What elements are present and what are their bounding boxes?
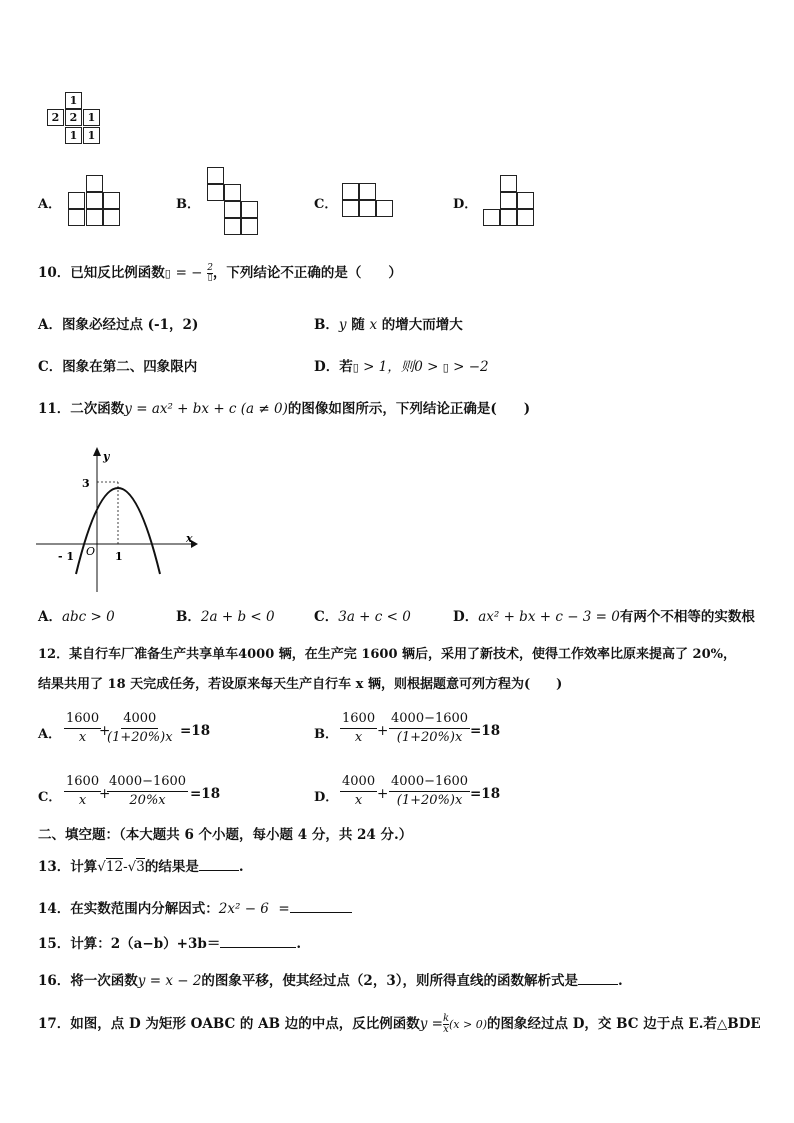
section-heading-fill-blank: 二、填空题：（本大题共 6 个小题，每小题 4 分，共 24 分.）: [38, 827, 413, 843]
q12-a-frac1: $\frac{1600}{x}$: [66, 711, 100, 745]
grid-cell: 2: [65, 109, 82, 126]
q10-option-a: A．图象必经过点 (-1，2): [38, 317, 199, 333]
q9-option-a-label: A．: [38, 197, 62, 212]
grid-cell: 1: [65, 92, 82, 109]
q12-c-frac1: $\frac{1600}{x}$: [66, 774, 100, 808]
y-axis-label: y: [103, 450, 110, 463]
q12-c-frac2: $\frac{4000-1600}{20\%x}$: [109, 774, 187, 808]
plus-sign: +: [99, 723, 111, 739]
plus-sign: +: [99, 786, 111, 802]
x-axis-label: x: [186, 532, 193, 545]
q17: 17．如图，点 D 为矩形 OABC 的 AB 边的中点，反比例函数y = $\frac{k}{x}$ (x > 0)的图象经过点 D，交 BC 边于点 E.若△BDE: [38, 1013, 761, 1035]
q12-a-equals: =18: [180, 723, 211, 739]
q13-answer-blank[interactable]: [199, 858, 239, 871]
q12-b-frac1: $\frac{1600}{x}$: [342, 711, 376, 745]
q12-option-b-label: B．: [314, 727, 338, 742]
x1-label: 1: [115, 550, 123, 563]
q10-stem: 10．已知反比例函数▯ = − 2 ▯ ，下列结论不正确的是（ ）: [38, 263, 402, 283]
origin-label: O: [86, 545, 96, 558]
q11-option-c: C．3a + c < 0: [314, 609, 411, 625]
q11-option-a: A．abc > 0: [38, 609, 115, 625]
q9-option-c-label: C．: [314, 197, 338, 212]
q12-stem-line2: 结果共用了 18 天完成任务，若设原来每天生产自行车 x 辆，则根据题意可列方程为( ): [38, 677, 563, 692]
plus-sign: +: [377, 786, 389, 802]
q12-option-c-label: C．: [38, 790, 62, 805]
grid-cell: 2: [47, 109, 64, 126]
q12-b-equals: =18: [470, 723, 501, 739]
q14-answer-blank[interactable]: [290, 900, 352, 913]
q13: 13．计算√12-√3的结果是 .: [38, 859, 244, 875]
q12-d-frac2: $\frac{4000-1600}{(1+20\%)x}$: [391, 774, 469, 808]
q12-d-frac1: $\frac{4000}{x}$: [342, 774, 376, 808]
y-axis-arrow: [93, 447, 101, 456]
q12-c-equals: =18: [190, 786, 221, 802]
q9-option-b-label: B．: [176, 197, 200, 212]
xneg1-label: - 1: [58, 550, 75, 563]
q10-option-c: C．图象在第二、四象限内: [38, 359, 198, 375]
q11-option-b: B．2a + b < 0: [176, 609, 275, 625]
q11-option-d: D．ax² + bx + c − 3 = 0有两个不相等的实数根: [453, 609, 755, 625]
grid-cell: 1: [65, 127, 82, 144]
q12-d-equals: =18: [470, 786, 501, 802]
q16: 16．将一次函数y = x − 2的图象平移，使其经过点（2，3），则所得直线的函数解析式是 .: [38, 973, 623, 989]
q15-answer-blank[interactable]: [220, 935, 296, 948]
q11-parabola-graph: [36, 444, 206, 594]
q12-b-frac2: $\frac{4000-1600}{(1+20\%)x}$: [391, 711, 469, 745]
q10-option-b: B．y 随 x 的增大而增大: [314, 317, 463, 333]
q15: 15．计算：2（a−b）+3b＝ .: [38, 936, 302, 952]
q14: 14．在实数范围内分解因式：2x² − 6 =: [38, 900, 352, 918]
y3-label: 3: [82, 477, 90, 490]
q12-option-d-label: D．: [314, 790, 339, 805]
grid-cell: 1: [83, 109, 100, 126]
q16-answer-blank[interactable]: [578, 972, 618, 985]
q9-option-d-label: D．: [453, 197, 478, 212]
plus-sign: +: [377, 723, 389, 739]
q10-option-d: D．若▯ > 1，则0 > ▯ > −2: [314, 359, 489, 375]
q12-option-a-label: A．: [38, 727, 62, 742]
q11-stem: 11．二次函数y = ax² + bx + c (a ≠ 0)的图像如图所示，下列结论正确是( ): [38, 401, 531, 417]
q12-a-frac2: $\frac{4000}{(1+20\%)x}$: [107, 711, 173, 745]
q12-stem-line1: 12．某自行车厂准备生产共享单车4000 辆，在生产完 1600 辆后，采用了新技术，使得工作效率比原来提高了 20%，: [38, 647, 737, 662]
grid-cell: 1: [83, 127, 100, 144]
